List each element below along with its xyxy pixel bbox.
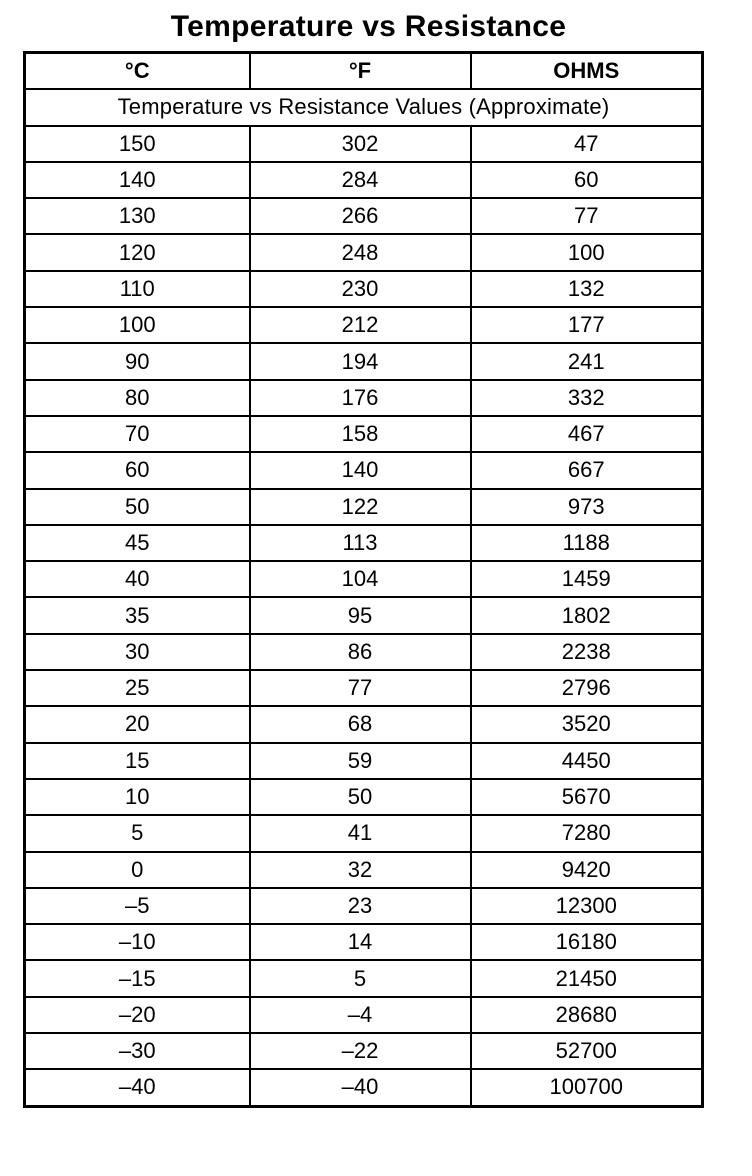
fahrenheit-cell: 212 [250,307,471,343]
table-row [25,126,703,162]
table-row [25,815,703,851]
table-row [25,924,703,960]
fahrenheit-cell: –4 [250,997,471,1033]
table-row [25,960,703,996]
fahrenheit-cell: 14 [250,924,471,960]
table-row [25,234,703,270]
table-row [25,162,703,198]
ohms-cell: 4450 [471,743,703,779]
ohms-cell: 100700 [471,1069,703,1106]
ohms-cell: 1459 [471,561,703,597]
celsius-cell: 10 [25,779,250,815]
celsius-cell: 35 [25,597,250,633]
ohms-cell: 1188 [471,525,703,561]
fahrenheit-cell: 68 [250,706,471,742]
column-header-ohms: OHMS [471,53,703,90]
fahrenheit-cell: 59 [250,743,471,779]
column-header-celsius: °C [25,53,250,90]
celsius-cell: 30 [25,634,250,670]
table-row [25,1033,703,1069]
fahrenheit-cell: 248 [250,234,471,270]
ohms-cell: 47 [471,126,703,162]
fahrenheit-cell: 77 [250,670,471,706]
celsius-cell: 140 [25,162,250,198]
fahrenheit-cell: 23 [250,888,471,924]
celsius-cell: 45 [25,525,250,561]
fahrenheit-cell: 122 [250,489,471,525]
celsius-cell: 130 [25,198,250,234]
fahrenheit-cell: 140 [250,452,471,488]
celsius-cell: 20 [25,706,250,742]
table-subtitle: Temperature vs Resistance Values (Approximate) [25,89,703,125]
ohms-cell: 77 [471,198,703,234]
ohms-cell: 9420 [471,852,703,888]
celsius-cell: 15 [25,743,250,779]
fahrenheit-cell: 41 [250,815,471,851]
table-row [25,997,703,1033]
ohms-cell: 241 [471,343,703,379]
ohms-cell: 1802 [471,597,703,633]
table-row [25,343,703,379]
table-row [25,597,703,633]
table-row [25,452,703,488]
fahrenheit-cell: 104 [250,561,471,597]
table-row [25,888,703,924]
fahrenheit-cell: 5 [250,960,471,996]
fahrenheit-cell: 95 [250,597,471,633]
table-row [25,525,703,561]
table-row [25,743,703,779]
celsius-cell: 60 [25,452,250,488]
table-row [25,380,703,416]
table-row [25,198,703,234]
ohms-cell: 2796 [471,670,703,706]
fahrenheit-cell: 158 [250,416,471,452]
celsius-cell: 120 [25,234,250,270]
table-row [25,271,703,307]
ohms-cell: 132 [471,271,703,307]
celsius-cell: 50 [25,489,250,525]
celsius-cell: 110 [25,271,250,307]
ohms-cell: 177 [471,307,703,343]
fahrenheit-cell: 86 [250,634,471,670]
celsius-cell: 25 [25,670,250,706]
celsius-cell: 150 [25,126,250,162]
celsius-cell: 90 [25,343,250,379]
table-row [25,852,703,888]
ohms-cell: 973 [471,489,703,525]
celsius-cell: –15 [25,960,250,996]
celsius-cell: 80 [25,380,250,416]
ohms-cell: 12300 [471,888,703,924]
table-row [25,670,703,706]
table-row [25,634,703,670]
table-row [25,706,703,742]
fahrenheit-cell: 302 [250,126,471,162]
header-row [25,53,703,90]
table-row [25,489,703,525]
fahrenheit-cell: 113 [250,525,471,561]
celsius-cell: 0 [25,852,250,888]
table-title: Temperature vs Resistance [170,10,567,43]
ohms-cell: 332 [471,380,703,416]
fahrenheit-cell: 50 [250,779,471,815]
celsius-cell: –5 [25,888,250,924]
column-header-fahrenheit: °F [250,53,471,90]
table-body [25,89,703,1106]
celsius-cell: 70 [25,416,250,452]
celsius-cell: 100 [25,307,250,343]
ohms-cell: 100 [471,234,703,270]
ohms-cell: 467 [471,416,703,452]
celsius-cell: –40 [25,1069,250,1106]
ohms-cell: 7280 [471,815,703,851]
fahrenheit-cell: 32 [250,852,471,888]
celsius-cell: 5 [25,815,250,851]
ohms-cell: 3520 [471,706,703,742]
fahrenheit-cell: 266 [250,198,471,234]
celsius-cell: –10 [25,924,250,960]
celsius-cell: –20 [25,997,250,1033]
fahrenheit-cell: –22 [250,1033,471,1069]
ohms-cell: 60 [471,162,703,198]
table-row [25,307,703,343]
fahrenheit-cell: 230 [250,271,471,307]
subtitle-row [25,89,703,125]
table-row [25,561,703,597]
celsius-cell: 40 [25,561,250,597]
fahrenheit-cell: 194 [250,343,471,379]
fahrenheit-cell: 176 [250,380,471,416]
table-row [25,779,703,815]
ohms-cell: 2238 [471,634,703,670]
ohms-cell: 16180 [471,924,703,960]
ohms-cell: 28680 [471,997,703,1033]
ohms-cell: 52700 [471,1033,703,1069]
temperature-resistance-table [23,51,704,1108]
fahrenheit-cell: 284 [250,162,471,198]
ohms-cell: 21450 [471,960,703,996]
table-row [25,416,703,452]
ohms-cell: 667 [471,452,703,488]
celsius-cell: –30 [25,1033,250,1069]
ohms-cell: 5670 [471,779,703,815]
fahrenheit-cell: –40 [250,1069,471,1106]
table-row [25,1069,703,1106]
